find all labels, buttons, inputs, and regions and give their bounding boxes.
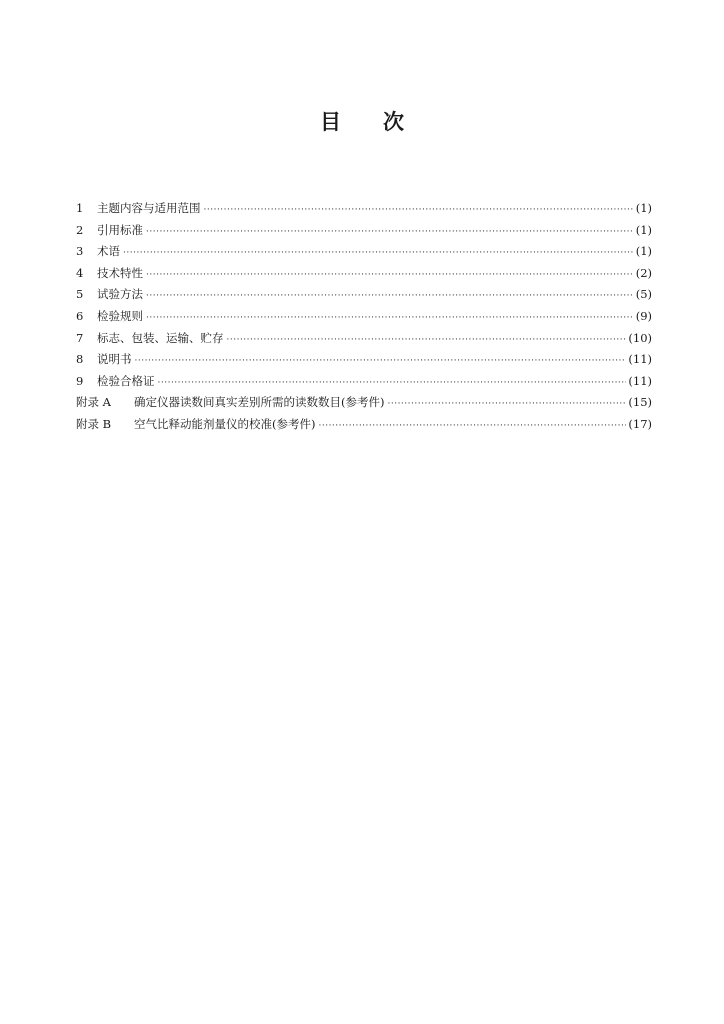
toc-entry-7[interactable] (76, 328, 652, 350)
toc-entry-number: 4 (76, 265, 84, 280)
toc-entry-page: (5) (635, 287, 652, 302)
toc-entry-appendix-b[interactable] (76, 414, 652, 436)
toc-leader-dots (135, 351, 627, 373)
toc-entry-title: 标志、包装、运输、贮存 (97, 330, 224, 345)
toc-entry-8[interactable] (76, 349, 652, 371)
toc-heading: 目次 (320, 110, 446, 134)
toc-leader-dots (204, 200, 634, 222)
toc-entry-number: 1 (76, 201, 84, 215)
toc-entry-page: (1) (635, 244, 652, 259)
toc-entry-5[interactable] (76, 284, 652, 306)
toc-leader-dots (227, 330, 627, 352)
toc-entry-page: (10) (628, 330, 652, 345)
toc-leader-dots (146, 265, 634, 287)
toc-entry-number: 附录 B (76, 416, 112, 431)
toc-entry-page: (9) (635, 308, 652, 323)
table-of-contents (76, 198, 652, 436)
toc-leader-dots (387, 394, 626, 416)
toc-entry-3[interactable] (76, 241, 652, 263)
toc-entry-title: 检验合格证 (97, 373, 155, 388)
toc-entry-number: 5 (76, 287, 84, 302)
toc-entry-title: 主题内容与适用范围 (97, 201, 201, 215)
toc-entry-title: 引用标准 (97, 222, 143, 237)
toc-entry-number: 9 (76, 373, 84, 388)
toc-leader-dots (158, 373, 627, 395)
toc-entry-1[interactable] (76, 198, 652, 220)
toc-entry-2[interactable] (76, 220, 652, 242)
toc-entry-page: (11) (628, 373, 652, 388)
toc-entry-appendix-a[interactable] (76, 392, 652, 414)
toc-entry-9[interactable] (76, 371, 652, 393)
toc-entry-4[interactable] (76, 263, 652, 285)
toc-entry-number: 2 (76, 222, 84, 237)
toc-entry-number: 3 (76, 244, 84, 259)
toc-entry-title: 技术特性 (97, 265, 143, 280)
toc-entry-6[interactable] (76, 306, 652, 328)
toc-leader-dots (318, 416, 626, 438)
toc-entry-page: (2) (635, 265, 652, 280)
toc-entry-page: (1) (635, 222, 652, 237)
toc-entry-title: 空气比释动能剂量仪的校准(参考件) (134, 416, 316, 431)
toc-entry-title: 检验规则 (97, 308, 143, 323)
toc-entry-page: (15) (628, 395, 652, 410)
toc-entry-title: 术语 (97, 244, 120, 259)
toc-entry-number: 7 (76, 330, 84, 345)
toc-leader-dots (146, 222, 634, 244)
toc-entry-page: (11) (628, 352, 652, 367)
toc-entry-number: 8 (76, 352, 84, 367)
toc-entry-number: 附录 A (76, 395, 111, 410)
toc-entry-page: (17) (628, 416, 652, 431)
toc-leader-dots (146, 308, 634, 330)
toc-entry-title: 试验方法 (97, 287, 143, 302)
toc-entry-title: 确定仪器读数间真实差别所需的读数数目(参考件) (134, 395, 385, 410)
toc-entry-page: (1) (635, 201, 652, 215)
toc-leader-dots (146, 286, 634, 308)
toc-entry-number: 6 (76, 308, 84, 323)
toc-leader-dots (123, 243, 634, 265)
toc-entry-title: 说明书 (97, 352, 132, 367)
